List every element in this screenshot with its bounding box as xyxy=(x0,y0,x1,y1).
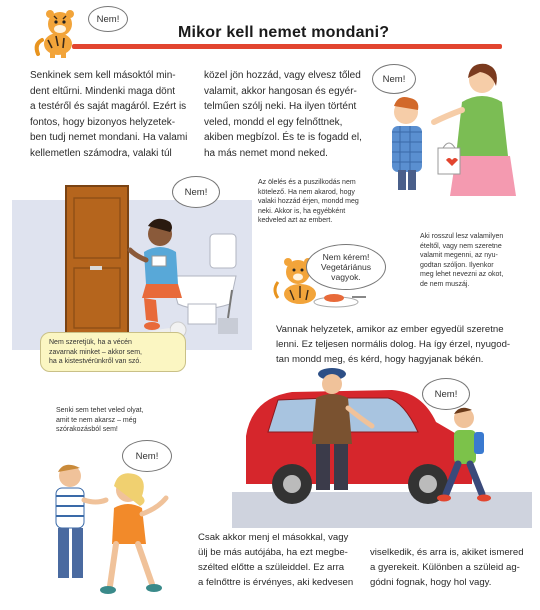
illustration-kids xyxy=(36,456,176,602)
bubble-text: Nem! xyxy=(96,13,120,25)
bubble-text: Nem kérem! Vegetáriánus vagyok. xyxy=(320,252,372,282)
bubble-text: Nem! xyxy=(382,73,406,85)
bottom-text-right: viselkedik, és arra is, akiket ismered a gyerekeit. Különben a szüleid ag- gódni fognak, hogy hol vagy. xyxy=(370,547,524,588)
bottom-text-left: Csak akkor menj el másokkal, vagy ülj be más autójába, ha ezt megbe- szélted előtte a szüleiddel. Ez arra a felnőttre is érvényes, aki kedvesen xyxy=(198,532,354,588)
food-note: Aki rosszul lesz valamilyen ételtől, vagy nem szeretne valamit megenni, az nyu- godtan szóljon. Ilyenkor meg lehet nevezni az okot, de nem muszáj. xyxy=(420,233,504,288)
hugs-note: Az ölelés és a puszilkodás nem kötelező. Ha nem akarod, hogy valaki hozzád érjen, mondd meg neki. Akkor is, ha egyébként kedveled azt az embert. xyxy=(258,179,359,225)
bubble-text: Nem! xyxy=(434,388,458,400)
toilet-note xyxy=(40,332,186,372)
illustration-car-scene xyxy=(232,362,532,528)
tiger-mascot-header xyxy=(30,4,86,60)
bubble-text: Nem! xyxy=(184,186,208,198)
alone-text: Vannak helyzetek, amikor az ember egyedül szeretne lenni. Ez teljesen normális dolog. Ha így érzel, nyugod- tan mondd meg, és kérd, hogy hagyjanak békén. xyxy=(276,324,511,365)
secret-note: Senki sem tehet veled olyat, amit te nem akarsz – még szórakozásból sem! xyxy=(56,407,144,434)
illustration-toilet-scene xyxy=(60,180,255,350)
title-underline xyxy=(72,44,502,49)
page-title: Mikor kell nemet mondani? xyxy=(178,24,390,41)
illustration-boy-mother xyxy=(376,60,526,196)
tiger-mascot-icon xyxy=(30,4,86,60)
intro-text-right: közel jön hozzád, vagy elvesz tőled valamit, akkor hangosan és egyér- telműen szólj neki. Ha ilyen történt veled, mondd el egy felnőttnek, akiben megbízol. És te is fogadd el, ha más nemet mond neked. xyxy=(204,70,362,159)
speech-bubble-header xyxy=(88,6,128,32)
intro-text-left: Senkinek sem kell másoktól min- dent eltűrni. Mindenki maga dönt a testéről és saját magáról. Ezért is fontos, hogy bizonyos helyzetek- ben tudj nemet mondani. Ha valami kellemetlen számodra, valaki túl xyxy=(30,70,188,159)
toilet-note-text: Nem szeretjük, ha a vécén zavarnak minket – akkor sem, ha a kistestvérünkről van szó. xyxy=(49,339,142,366)
speech-bubble-food xyxy=(306,244,386,290)
bubble-text: Nem! xyxy=(135,450,159,462)
